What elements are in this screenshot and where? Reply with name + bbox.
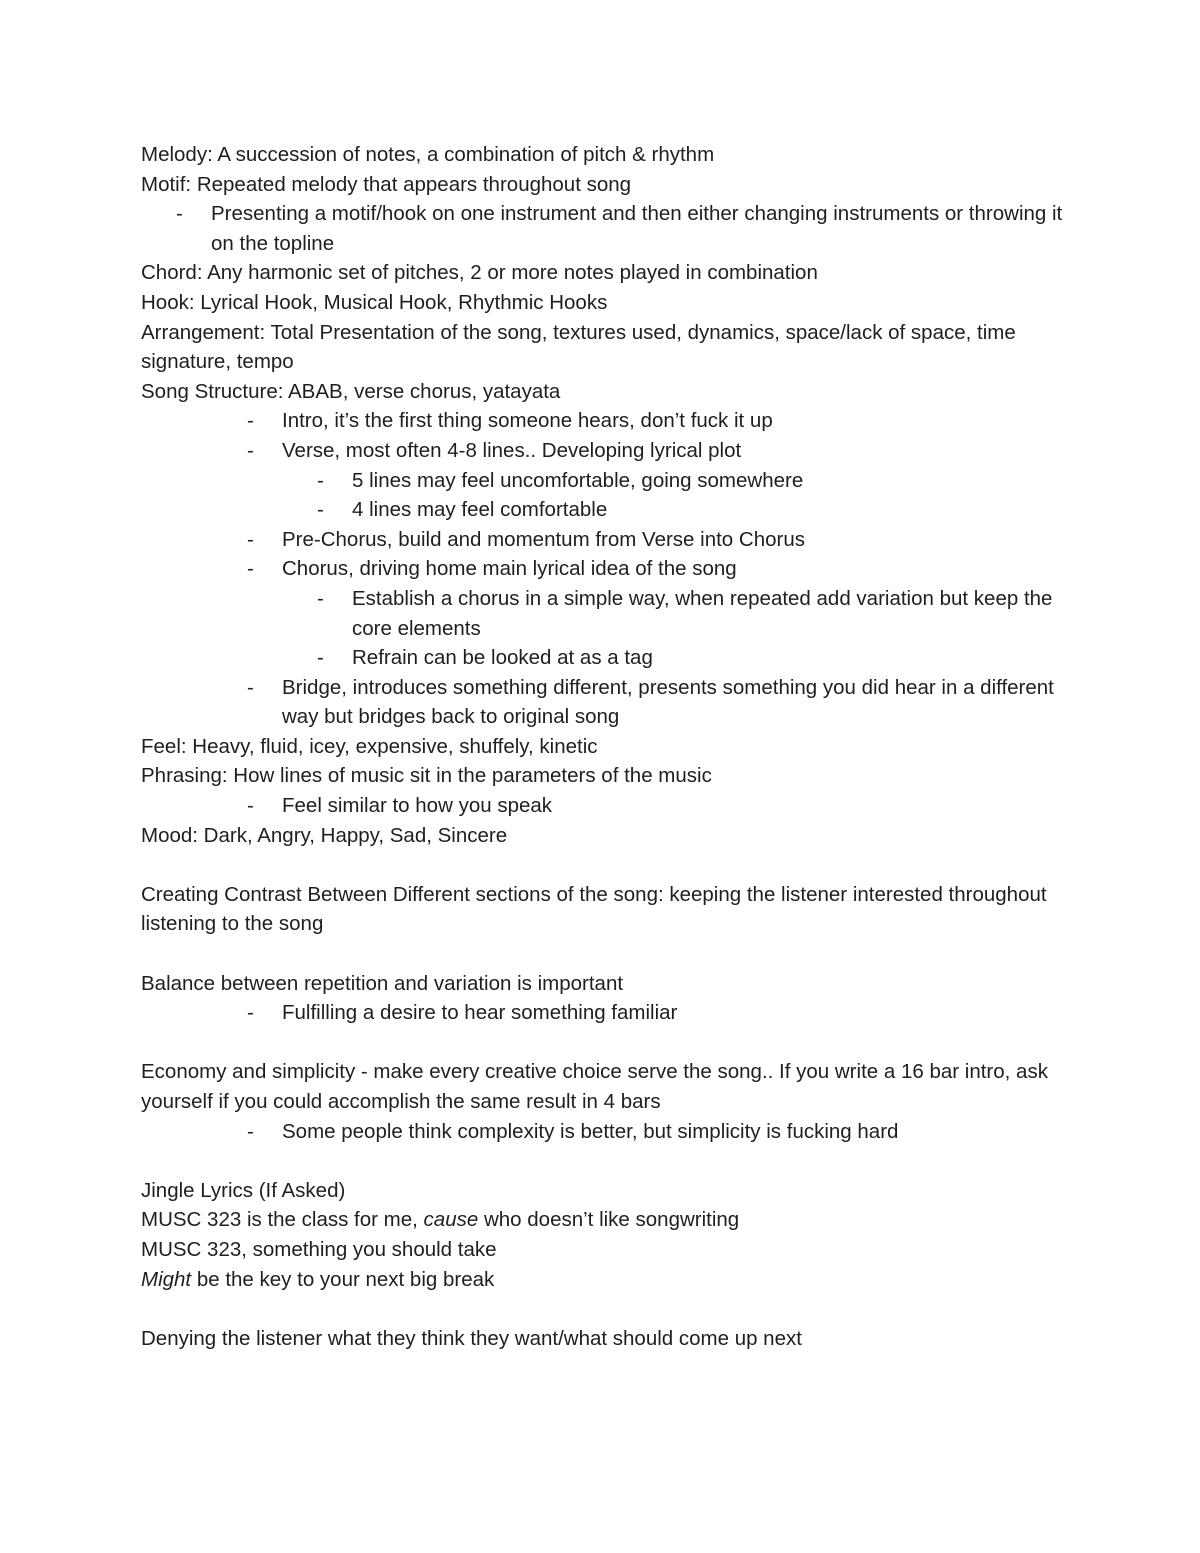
- list-item-text: 4 lines may feel comfortable: [352, 498, 608, 522]
- bullet-dash: -: [247, 1001, 254, 1025]
- jingle-line-3: [141, 1265, 1081, 1295]
- spacer: [141, 850, 1081, 880]
- list-item-text: Refrain can be looked at as a tag: [352, 646, 653, 670]
- bullet-dash: -: [317, 646, 324, 670]
- bullet-dash: -: [247, 409, 254, 433]
- contrast-paragraph: Creating Contrast Between Different sections of the song: keeping the listener interested throughout listening to the song: [141, 882, 1047, 936]
- song-structure-definition: Song Structure: ABAB, verse chorus, yatayata: [141, 379, 561, 403]
- jingle-line-2: MUSC 323, something you should take: [141, 1237, 497, 1261]
- balance-paragraph: Balance between repetition and variation is important: [141, 971, 624, 995]
- list-item: [141, 791, 1081, 821]
- list-item-text: 5 lines may feel uncomfortable, going somewhere: [352, 468, 804, 492]
- jingle-title: Jingle Lyrics (If Asked): [141, 1178, 346, 1202]
- list-item: [141, 406, 1081, 436]
- list-item: [141, 495, 1081, 525]
- economy-paragraph: Economy and simplicity - make every creative choice serve the song.. If you write a 16 bar intro, ask yourself if you could accomplish the same result in 4 bars: [141, 1060, 1048, 1113]
- list-item: [141, 436, 1081, 466]
- bullet-dash: -: [247, 527, 254, 551]
- list-item: [141, 584, 1081, 643]
- list-item: [141, 1117, 1081, 1147]
- spacer: [141, 1028, 1081, 1058]
- jingle-line-1: [141, 1205, 1081, 1235]
- denying-paragraph: Denying the listener what they think they want/what should come up next: [141, 1326, 802, 1350]
- list-item: [141, 554, 1081, 584]
- bullet-dash: -: [247, 557, 254, 581]
- list-item: [141, 998, 1081, 1028]
- phrasing-definition: Phrasing: How lines of music sit in the parameters of the music: [141, 764, 712, 788]
- chord-definition: Chord: Any harmonic set of pitches, 2 or more notes played in combination: [141, 261, 818, 285]
- bullet-dash: -: [317, 468, 324, 492]
- jingle-text: be the key to your next big break: [191, 1267, 495, 1291]
- list-item-text: Feel similar to how you speak: [282, 794, 553, 818]
- document-page: [141, 140, 1081, 1353]
- bullet-dash: -: [317, 498, 324, 522]
- spacer: [141, 1146, 1081, 1176]
- list-item-text: Fulfilling a desire to hear something familiar: [282, 1001, 678, 1025]
- list-item-text: Establish a chorus in a simple way, when repeated add variation but keep the core elements: [352, 586, 1053, 640]
- list-item: [141, 673, 1081, 732]
- bullet-dash: -: [247, 794, 254, 818]
- spacer: [141, 939, 1081, 969]
- arrangement-definition: Arrangement: Total Presentation of the song, textures used, dynamics, space/lack of space, time signature, tempo: [141, 320, 1016, 374]
- list-item-text: Bridge, introduces something different, presents something you did hear in a different way but bridges back to original song: [282, 675, 1054, 729]
- spacer: [141, 1294, 1081, 1324]
- bullet-dash: -: [247, 438, 254, 462]
- jingle-emphasis: Might: [141, 1267, 192, 1291]
- bullet-dash: -: [247, 1119, 254, 1143]
- bullet-dash: -: [317, 586, 324, 610]
- bullet-dash: -: [176, 202, 183, 226]
- list-item: [141, 199, 1081, 258]
- mood-definition: Mood: Dark, Angry, Happy, Sad, Sincere: [141, 823, 508, 847]
- hook-definition: Hook: Lyrical Hook, Musical Hook, Rhythmic Hooks: [141, 290, 608, 314]
- list-item-text: Chorus, driving home main lyrical idea of the song: [282, 557, 737, 581]
- melody-definition: Melody: A succession of notes, a combination of pitch & rhythm: [141, 143, 715, 166]
- bullet-dash: -: [247, 675, 254, 699]
- feel-definition: Feel: Heavy, fluid, icey, expensive, shuffely, kinetic: [141, 734, 598, 758]
- list-item-text: Intro, it’s the first thing someone hears, don’t fuck it up: [282, 409, 773, 433]
- list-item-text: Pre-Chorus, build and momentum from Verse into Chorus: [282, 527, 805, 551]
- list-item-text: Presenting a motif/hook on one instrument and then either changing instruments or throwing it on the topline: [211, 202, 1063, 255]
- list-item-text: Verse, most often 4-8 lines.. Developing lyrical plot: [282, 438, 742, 462]
- list-item-text: Some people think complexity is better, but simplicity is fucking hard: [282, 1119, 899, 1143]
- jingle-text: who doesn’t like songwriting: [478, 1208, 740, 1232]
- list-item: [141, 466, 1081, 496]
- list-item: [141, 525, 1081, 555]
- list-item: [141, 643, 1081, 673]
- motif-definition: Motif: Repeated melody that appears throughout song: [141, 172, 632, 196]
- jingle-emphasis: cause: [423, 1208, 479, 1232]
- jingle-text: MUSC 323 is the class for me,: [141, 1208, 424, 1232]
